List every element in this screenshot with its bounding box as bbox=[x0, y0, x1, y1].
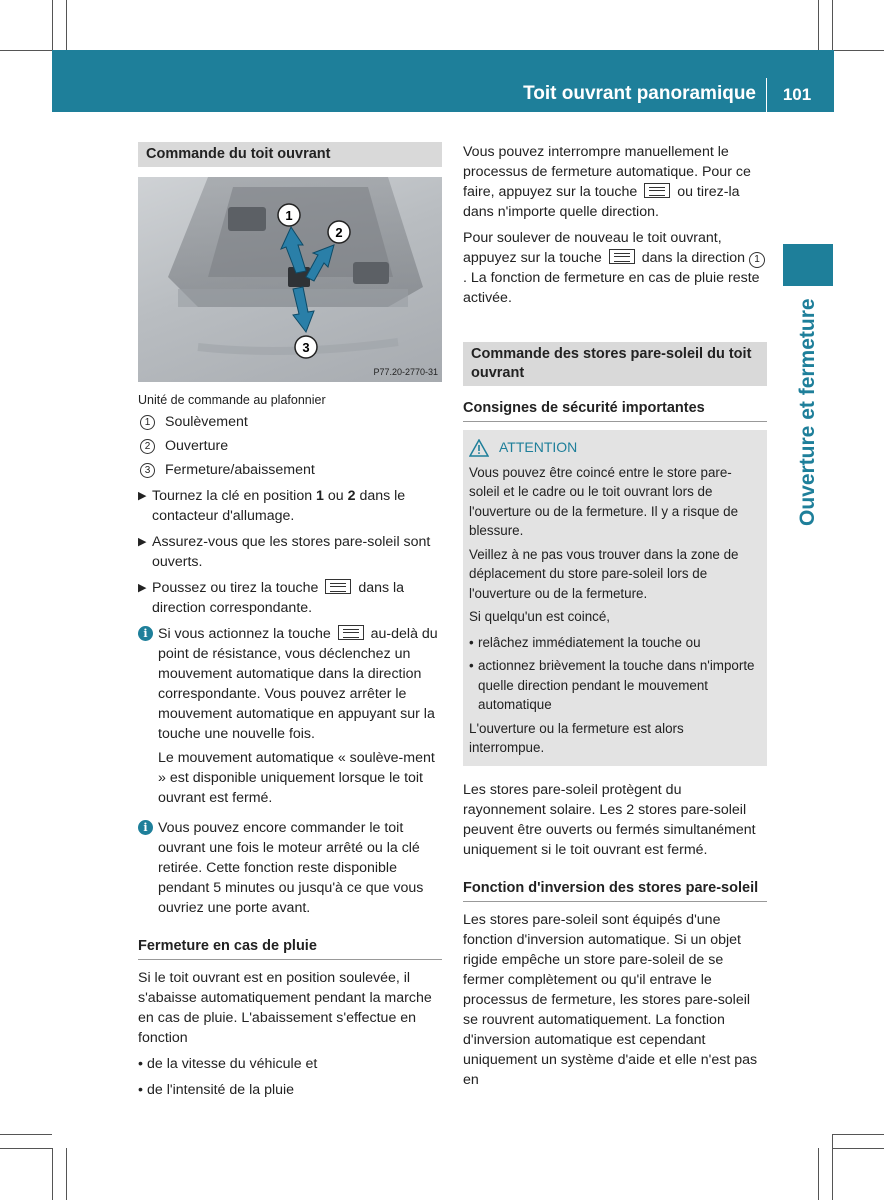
subsection-title: Consignes de sécurité importantes bbox=[463, 398, 767, 422]
subsection-title: Fonction d'inversion des stores pare-soleil bbox=[463, 878, 767, 902]
overhead-control-illustration bbox=[138, 177, 442, 382]
section-title: Commande du toit ouvrant bbox=[138, 142, 442, 167]
step-arrow-icon: ▶ bbox=[138, 490, 147, 502]
info-text: Vous pouvez encore commander le toit ouvrant une fois le moteur arrêté ou la clé retirée. Cette fonction reste disponible pendant 5 minutes ou jusqu'à ce que vous ouvriez une porte avant. bbox=[158, 820, 424, 916]
info-text: Si vous actionnez la touche au-delà du point de résistance, vous déclenchez un mouvement automatique dans la direction correspondante. Vous pouvez arrêter le mouvement automatique en appuyant sur la touche une nouvelle fois. bbox=[158, 626, 438, 742]
overhead-control-photo bbox=[138, 177, 442, 382]
bullet-dot-icon: • bbox=[138, 1056, 143, 1072]
warning-header bbox=[469, 438, 761, 458]
bullet-dot-icon: • bbox=[138, 1082, 143, 1098]
figure-caption: Unité de commande au plafonnier bbox=[138, 393, 326, 407]
crop-mark bbox=[833, 50, 884, 51]
crop-mark bbox=[832, 0, 833, 50]
section-title: Commande des stores pare-soleil du toit ouvrant bbox=[463, 342, 767, 386]
legend-number: 3 bbox=[140, 463, 155, 478]
info-icon: i bbox=[138, 626, 153, 641]
info-text: Le mouvement automatique « soulève-ment » est disponible uniquement lorsque le toit ouvrant est fermé. bbox=[158, 750, 435, 806]
bullet-item bbox=[138, 1080, 442, 1100]
info-note bbox=[138, 624, 442, 808]
crop-mark bbox=[818, 0, 819, 50]
bullet-dot-icon: • bbox=[469, 634, 474, 650]
crop-mark bbox=[833, 1148, 884, 1149]
legend-number: 1 bbox=[140, 415, 155, 430]
bullet-text: de l'intensité de la pluie bbox=[147, 1082, 295, 1098]
legend-number: 2 bbox=[140, 439, 155, 454]
bullet-dot-icon: • bbox=[469, 658, 474, 673]
bullet-item bbox=[469, 656, 761, 715]
legend-label: Fermeture/abaissement bbox=[165, 462, 315, 478]
crop-mark bbox=[66, 0, 67, 50]
legend-label: Ouverture bbox=[165, 438, 229, 454]
warning-text: Vous pouvez être coincé entre le store pare-soleil et le cadre ou le toit ouvrant lors de l'ouverture ou de la fermeture. Il y a risque de blessure. bbox=[469, 464, 739, 538]
paragraph: Vous pouvez interrompre manuellement le processus de fermeture automatique. Pour ce faire, appuyez sur la touche ou tirez-la dans n'importe quelle direction. bbox=[463, 144, 751, 220]
bullet-item bbox=[138, 1054, 442, 1074]
page-number: 101 bbox=[782, 85, 812, 104]
step-text: Tournez la clé en position 1 ou 2 dans le contacteur d'allumage. bbox=[152, 488, 406, 524]
bullet-item bbox=[469, 633, 761, 653]
step-arrow-icon: ▶ bbox=[138, 536, 147, 548]
instruction-step bbox=[138, 486, 442, 526]
right-column bbox=[463, 142, 767, 1090]
instruction-step bbox=[138, 578, 442, 618]
subsection-title: Fermeture en cas de pluie bbox=[138, 936, 442, 960]
crop-mark bbox=[0, 1134, 52, 1135]
step-text: Assurez-vous que les stores pare-soleil sont ouverts. bbox=[152, 534, 431, 570]
bullet-text: de la vitesse du véhicule et bbox=[147, 1056, 318, 1072]
callout-2: 2 bbox=[335, 225, 343, 240]
sunroof-key-icon bbox=[644, 183, 670, 198]
crop-mark bbox=[818, 1148, 819, 1200]
page-header-title: Toit ouvrant panoramique bbox=[523, 83, 756, 104]
legend-item bbox=[138, 436, 442, 456]
callout-1: 1 bbox=[285, 208, 293, 223]
warning-text: Si quelqu'un est coincé, bbox=[469, 609, 611, 624]
crop-mark bbox=[66, 1148, 67, 1200]
legend-item bbox=[138, 460, 442, 480]
sunroof-key-icon bbox=[325, 579, 351, 594]
instruction-step bbox=[138, 532, 442, 572]
paragraph: Si le toit ouvrant est en position soulevée, il s'abaisse automatiquement pendant la marche en cas de pluie. L'abaissement s'effectue en fonction bbox=[138, 970, 432, 1046]
crop-mark bbox=[832, 1134, 833, 1200]
crop-mark bbox=[0, 1148, 52, 1149]
callout-ref: 1 bbox=[749, 252, 765, 268]
sunroof-key-icon bbox=[609, 249, 635, 264]
info-icon: i bbox=[138, 820, 153, 835]
paragraph: Pour soulever de nouveau le toit ouvrant, appuyez sur la touche dans la direction 1. La fonction de fermeture en cas de pluie reste activée. bbox=[463, 228, 767, 308]
step-text: Poussez ou tirez la touche dans la direction correspondante. bbox=[152, 580, 405, 616]
warning-box bbox=[463, 430, 767, 766]
paragraph: Les stores pare-soleil protègent du rayonnement solaire. Les 2 stores pare-soleil peuvent être ouverts ou fermés simultanément uniquement si le toit ouvrant est fermé. bbox=[463, 781, 756, 858]
warning-text: L'ouverture ou la fermeture est alors interrompue. bbox=[469, 720, 684, 755]
crop-mark bbox=[833, 1134, 884, 1135]
chapter-label: Ouverture et fermeture bbox=[796, 298, 819, 527]
crop-mark bbox=[52, 1148, 53, 1200]
info-note bbox=[138, 818, 442, 918]
sunroof-key-icon bbox=[338, 625, 364, 640]
header-divider bbox=[766, 78, 767, 112]
bullet-text: relâchez immédiatement la touche ou bbox=[478, 634, 701, 650]
warning-label: ATTENTION bbox=[499, 439, 578, 455]
legend-item bbox=[138, 412, 442, 432]
crop-mark bbox=[0, 50, 52, 51]
warning-triangle-icon bbox=[469, 439, 489, 457]
chapter-tab bbox=[783, 244, 833, 286]
legend-label: Soulèvement bbox=[165, 414, 248, 430]
callout-3: 3 bbox=[302, 340, 310, 355]
bullet-text: actionnez brièvement la touche dans n'importe quelle direction pendant le mouvement automatique bbox=[478, 658, 755, 712]
warning-text: Veillez à ne pas vous trouver dans la zone de déplacement du store pare-soleil lors de l'ouverture ou de la fermeture. bbox=[469, 546, 739, 601]
step-arrow-icon: ▶ bbox=[138, 582, 147, 594]
left-column bbox=[138, 142, 442, 1100]
figure-reference-code: P77.20-2770-31 bbox=[373, 367, 438, 377]
crop-mark bbox=[52, 0, 53, 50]
paragraph: Les stores pare-soleil sont équipés d'une fonction d'inversion automatique. Si un objet rigide empêche un store pare-soleil de se fermer complètement ou qu'il entrave le processus de fermeture, les stores pare-soleil se rouvrent automatiquement. La fonction d'inversion automatique est cependant uniquement un système d'aide et elle n'est pas en bbox=[463, 911, 758, 1088]
